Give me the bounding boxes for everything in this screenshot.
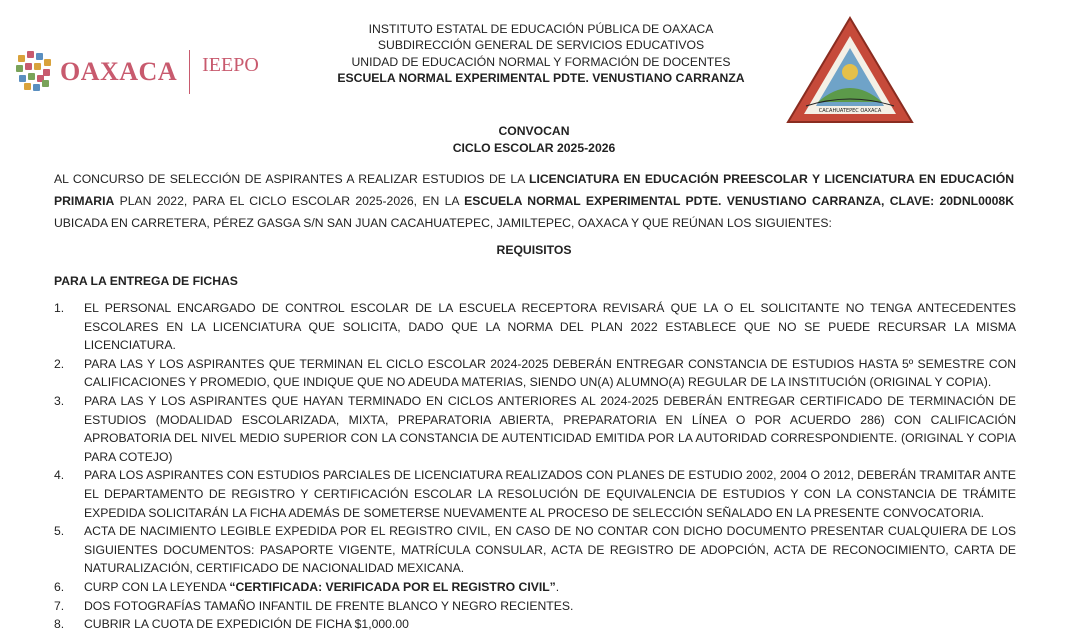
list-item — [54, 578, 1016, 597]
seal-lettering: CACAHUATEPEC OAXACA — [818, 108, 882, 114]
oaxaca-emblem-icon — [16, 51, 54, 93]
institution-header — [290, 21, 792, 87]
item-number: 7. — [54, 598, 65, 613]
intro-paragraph — [54, 168, 1014, 234]
requirements-list — [54, 299, 1016, 634]
oaxaca-wordmark: OAXACA — [60, 57, 178, 86]
item-text: CUBRIR LA CUOTA DE EXPEDICIÓN DE FICHA $1,000.00 — [84, 617, 409, 632]
item-number: 5. — [54, 524, 65, 539]
intro-school-key: ESCUELA NORMAL EXPERIMENTAL PDTE. VENUSTIANO CARRANZA, CLAVE: 20DNL0008K — [464, 194, 1014, 208]
item-text: EL PERSONAL ENCARGADO DE CONTROL ESCOLAR DE LA ESCUELA RECEPTORA REVISARÁ QUE LA O EL SOLICITANTE NO TENGA ANTECEDENTES ESCOLARES EN LA LICENCIATURA QUE SOLICITA, DADO QUE LA NORMA DEL PLAN 2022 ESTABLECE QUE NO SE PUEDE RECURSAR LA MISMA LICENCIATURA. — [84, 301, 1016, 353]
item-text: PARA LAS Y LOS ASPIRANTES QUE HAYAN TERMINADO EN CICLOS ANTERIORES AL 2024-2025 DEBERÁN ENTREGAR CERTIFICADO DE TERMINACIÓN DE ESTUDIOS (MODALIDAD ESCOLARIZADA, MIXTA, PREPARATORIA ABIERTA, PREPARATORIA EN LÍNEA O POR ACUERDO 286) CON CALIFICACIÓN APROBATORIA DEL NIVEL MEDIO SUPERIOR CON LA CONSTANCIA DE AUTENTICIDAD EMITIDA POR LA AUTORIDAD CORRESPONDIENTE. (ORIGINAL Y COPIA PARA COTEJO) — [84, 393, 1016, 464]
convocan-title: CONVOCAN — [498, 124, 570, 138]
item-text — [84, 578, 1016, 597]
list-item — [54, 299, 1016, 355]
list-item — [54, 522, 1016, 578]
item-number: 8. — [54, 617, 65, 632]
item-number: 3. — [54, 393, 65, 408]
list-item — [54, 597, 1016, 616]
curp-legend: “CERTIFICADA: VERIFICADA POR EL REGISTRO CIVIL” — [229, 579, 556, 594]
intro-text-2: PLAN 2022, PARA EL CICLO ESCOLAR 2025-2026, EN LA — [114, 194, 465, 208]
list-item — [54, 355, 1016, 392]
logo-divider — [189, 50, 190, 94]
oaxaca-ieepo-logo — [16, 50, 259, 94]
header-line-3: UNIDAD DE EDUCACIÓN NORMAL Y FORMACIÓN DE DOCENTES — [351, 54, 731, 69]
item-number: 2. — [54, 356, 65, 371]
list-item — [54, 392, 1016, 466]
school-seal-icon — [784, 14, 916, 126]
item-number: 6. — [54, 579, 65, 594]
intro-text-1: AL CONCURSO DE SELECCIÓN DE ASPIRANTES A REALIZAR ESTUDIOS DE LA — [54, 172, 530, 186]
item-text: DOS FOTOGRAFÍAS TAMAÑO INFANTIL DE FRENTE BLANCO Y NEGRO RECIENTES. — [84, 598, 574, 613]
cycle-title: CICLO ESCOLAR 2025-2026 — [452, 141, 616, 155]
item-number: 4. — [54, 468, 65, 483]
item-text: PARA LOS ASPIRANTES CON ESTUDIOS PARCIALES DE LICENCIATURA REALIZADOS CON PLANES DE ESTUDIO 2002, 2004 O 2012, DEBERÁN TRAMITAR ANTE EL DEPARTAMENTO DE REGISTRO Y CERTIFICACIÓN ESCOLAR LA RESOLUCIÓN DE EQUIVALENCIA DE ESTUDIOS Y CON LA CONSTANCIA DE TRÁMITE EXPEDIDA SOLICITARÁN LA FICHA ADEMÁS DE SOMETERSE NUEVAMENTE AL PROCESO DE SELECCIÓN SEÑALADO EN LA PRESENTE CONVOCATORIA. — [84, 468, 1016, 520]
section-heading-fichas: PARA LA ENTREGA DE FICHAS — [54, 274, 238, 288]
header-line-1: INSTITUTO ESTATAL DE EDUCACIÓN PÚBLICA DE OAXACA — [368, 22, 714, 36]
header-line-2: SUBDIRECCIÓN GENERAL DE SERVICIOS EDUCATIVOS — [377, 38, 705, 53]
curp-period: . — [555, 579, 560, 594]
item-number: 1. — [54, 301, 65, 315]
ieepo-wordmark: IEEPO — [202, 53, 259, 76]
header-line-4: ESCUELA NORMAL EXPERIMENTAL PDTE. VENUSTIANO CARRANZA — [337, 71, 745, 86]
intro-program-names: LICENCIATURA EN EDUCACIÓN PREESCOLAR Y LICENCIATURA EN EDUCACIÓN PRIMARIA — [54, 172, 1014, 208]
intro-text-3: UBICADA EN CARRETERA, PÉREZ GASGA S/N SAN JUAN CACAHUATEPEC, JAMILTEPEC, OAXACA Y QUE REÚNAN LOS SIGUIENTES: — [54, 216, 832, 230]
requisitos-heading: REQUISITOS — [496, 243, 572, 257]
curp-text: CURP CON LA LEYENDA — [84, 579, 230, 594]
item-text: ACTA DE NACIMIENTO LEGIBLE EXPEDIDA POR EL REGISTRO CIVIL, EN CASO DE NO CONTAR CON DICHO DOCUMENTO PRESENTAR CUALQUIERA DE LOS SIGUIENTES DOCUMENTOS: PASAPORTE VIGENTE, MATRÍCULA CONSULAR, ACTA DE REGISTRO DE ADOPCIÓN, ACTA DE RECONOCIMIENTO, CARTA DE NATURALIZACIÓN, CERTIFICADO DE NACIONALIDAD MEXICANA. — [84, 524, 1016, 576]
list-item — [54, 466, 1016, 522]
list-item — [54, 615, 1016, 634]
item-text: PARA LAS Y LOS ASPIRANTES QUE TERMINAN EL CICLO ESCOLAR 2024-2025 DEBERÁN ENTREGAR CONSTANCIA DE ESTUDIOS HASTA 5º SEMESTRE CON CALIFICACIONES Y PROMEDIO, QUE INDIQUE QUE NO ADEUDA MATERIAS, SIENDO UN(A) ALUMNO(A) REGULAR DE LA INSTITUCIÓN (ORIGINAL Y COPIA). — [84, 356, 1016, 390]
